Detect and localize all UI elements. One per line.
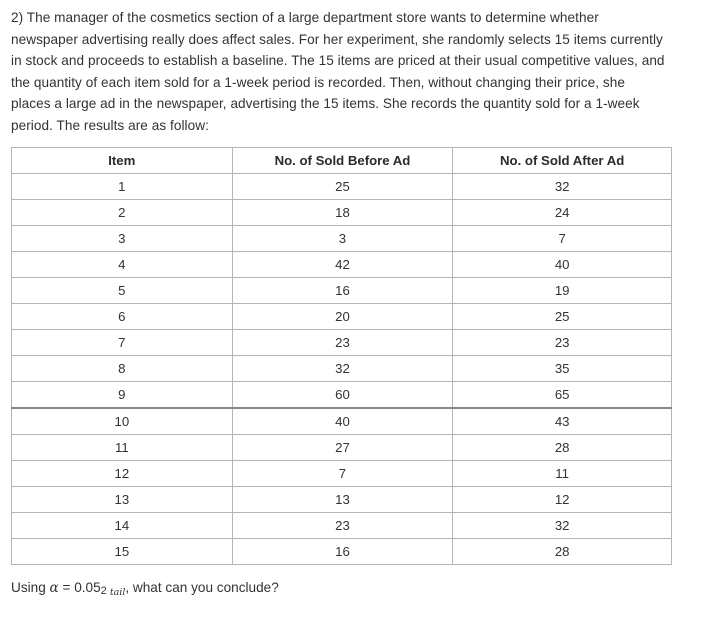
cell-after-ad: 32	[453, 513, 672, 539]
table-row	[12, 435, 672, 461]
cell-after-ad: 11	[453, 461, 672, 487]
cell-before-ad: 16	[232, 539, 453, 565]
table-row	[12, 226, 672, 252]
problem-line-5: places a large ad in the newspaper, advertising the 15 items. She records the quantity sold for a 1-week	[11, 96, 640, 112]
table-row	[12, 461, 672, 487]
cell-after-ad: 23	[453, 330, 672, 356]
cell-before-ad: 60	[232, 382, 453, 409]
cell-before-ad: 16	[232, 278, 453, 304]
problem-statement	[11, 7, 695, 137]
cell-after-ad: 24	[453, 200, 672, 226]
cell-before-ad: 42	[232, 252, 453, 278]
cell-item: 12	[12, 461, 233, 487]
question-prefix: Using	[11, 580, 50, 595]
cell-after-ad: 12	[453, 487, 672, 513]
cell-after-ad: 7	[453, 226, 672, 252]
problem-line-3: in stock and proceeds to establish a baseline. The 15 items are priced at their usual competitive values, and	[11, 53, 665, 69]
cell-after-ad: 32	[453, 174, 672, 200]
table-row	[12, 513, 672, 539]
table-body	[12, 174, 672, 565]
cell-item: 13	[12, 487, 233, 513]
cell-item: 14	[12, 513, 233, 539]
sales-table	[11, 147, 672, 565]
cell-before-ad: 27	[232, 435, 453, 461]
table-row	[12, 252, 672, 278]
problem-line-1: 2) The manager of the cosmetics section of a large department store wants to determine whether	[11, 10, 599, 25]
table-header-row	[12, 148, 672, 174]
table-row	[12, 304, 672, 330]
table-row	[12, 200, 672, 226]
problem-line-2: newspaper advertising really does affect sales. For her experiment, she randomly selects 15 items currently	[11, 31, 663, 47]
table-row	[12, 174, 672, 200]
cell-after-ad: 65	[453, 382, 672, 409]
header-after-ad: No. of Sold After Ad	[453, 148, 672, 174]
cell-item: 7	[12, 330, 233, 356]
cell-after-ad: 35	[453, 356, 672, 382]
cell-after-ad: 28	[453, 539, 672, 565]
table-row	[12, 539, 672, 565]
cell-before-ad: 3	[232, 226, 453, 252]
table-row	[12, 278, 672, 304]
cell-before-ad: 7	[232, 461, 453, 487]
cell-before-ad: 32	[232, 356, 453, 382]
cell-before-ad: 40	[232, 408, 453, 435]
cell-before-ad: 18	[232, 200, 453, 226]
cell-item: 2	[12, 200, 233, 226]
cell-item: 10	[12, 408, 233, 435]
header-item: Item	[12, 148, 233, 174]
cell-after-ad: 43	[453, 408, 672, 435]
cell-before-ad: 13	[232, 487, 453, 513]
alpha-symbol: α	[49, 580, 59, 596]
cell-after-ad: 40	[453, 252, 672, 278]
table-row	[12, 487, 672, 513]
cell-before-ad: 23	[232, 513, 453, 539]
problem-line-6: period. The results are as follow:	[11, 117, 209, 133]
cell-before-ad: 20	[232, 304, 453, 330]
tail-number: 2	[100, 585, 107, 597]
cell-before-ad: 23	[232, 330, 453, 356]
cell-item: 8	[12, 356, 233, 382]
cell-before-ad: 25	[232, 174, 453, 200]
header-before-ad: No. of Sold Before Ad	[232, 148, 453, 174]
table-row	[12, 382, 672, 409]
cell-item: 6	[12, 304, 233, 330]
table-row	[12, 330, 672, 356]
alpha-value: = 0.05	[58, 580, 101, 595]
question-suffix: , what can you conclude?	[125, 580, 279, 595]
cell-item: 15	[12, 539, 233, 565]
cell-item: 1	[12, 174, 233, 200]
table-row	[12, 408, 672, 435]
cell-item: 4	[12, 252, 233, 278]
problem-line-4: the quantity of each item sold for a 1-week period is recorded. Then, without changing their price, she	[11, 74, 625, 90]
table-row	[12, 356, 672, 382]
cell-item: 5	[12, 278, 233, 304]
cell-item: 11	[12, 435, 233, 461]
question-text	[11, 580, 279, 598]
cell-after-ad: 28	[453, 435, 672, 461]
cell-item: 3	[12, 226, 233, 252]
cell-after-ad: 25	[453, 304, 672, 330]
tail-label: tail	[106, 587, 126, 598]
cell-after-ad: 19	[453, 278, 672, 304]
cell-item: 9	[12, 382, 233, 409]
